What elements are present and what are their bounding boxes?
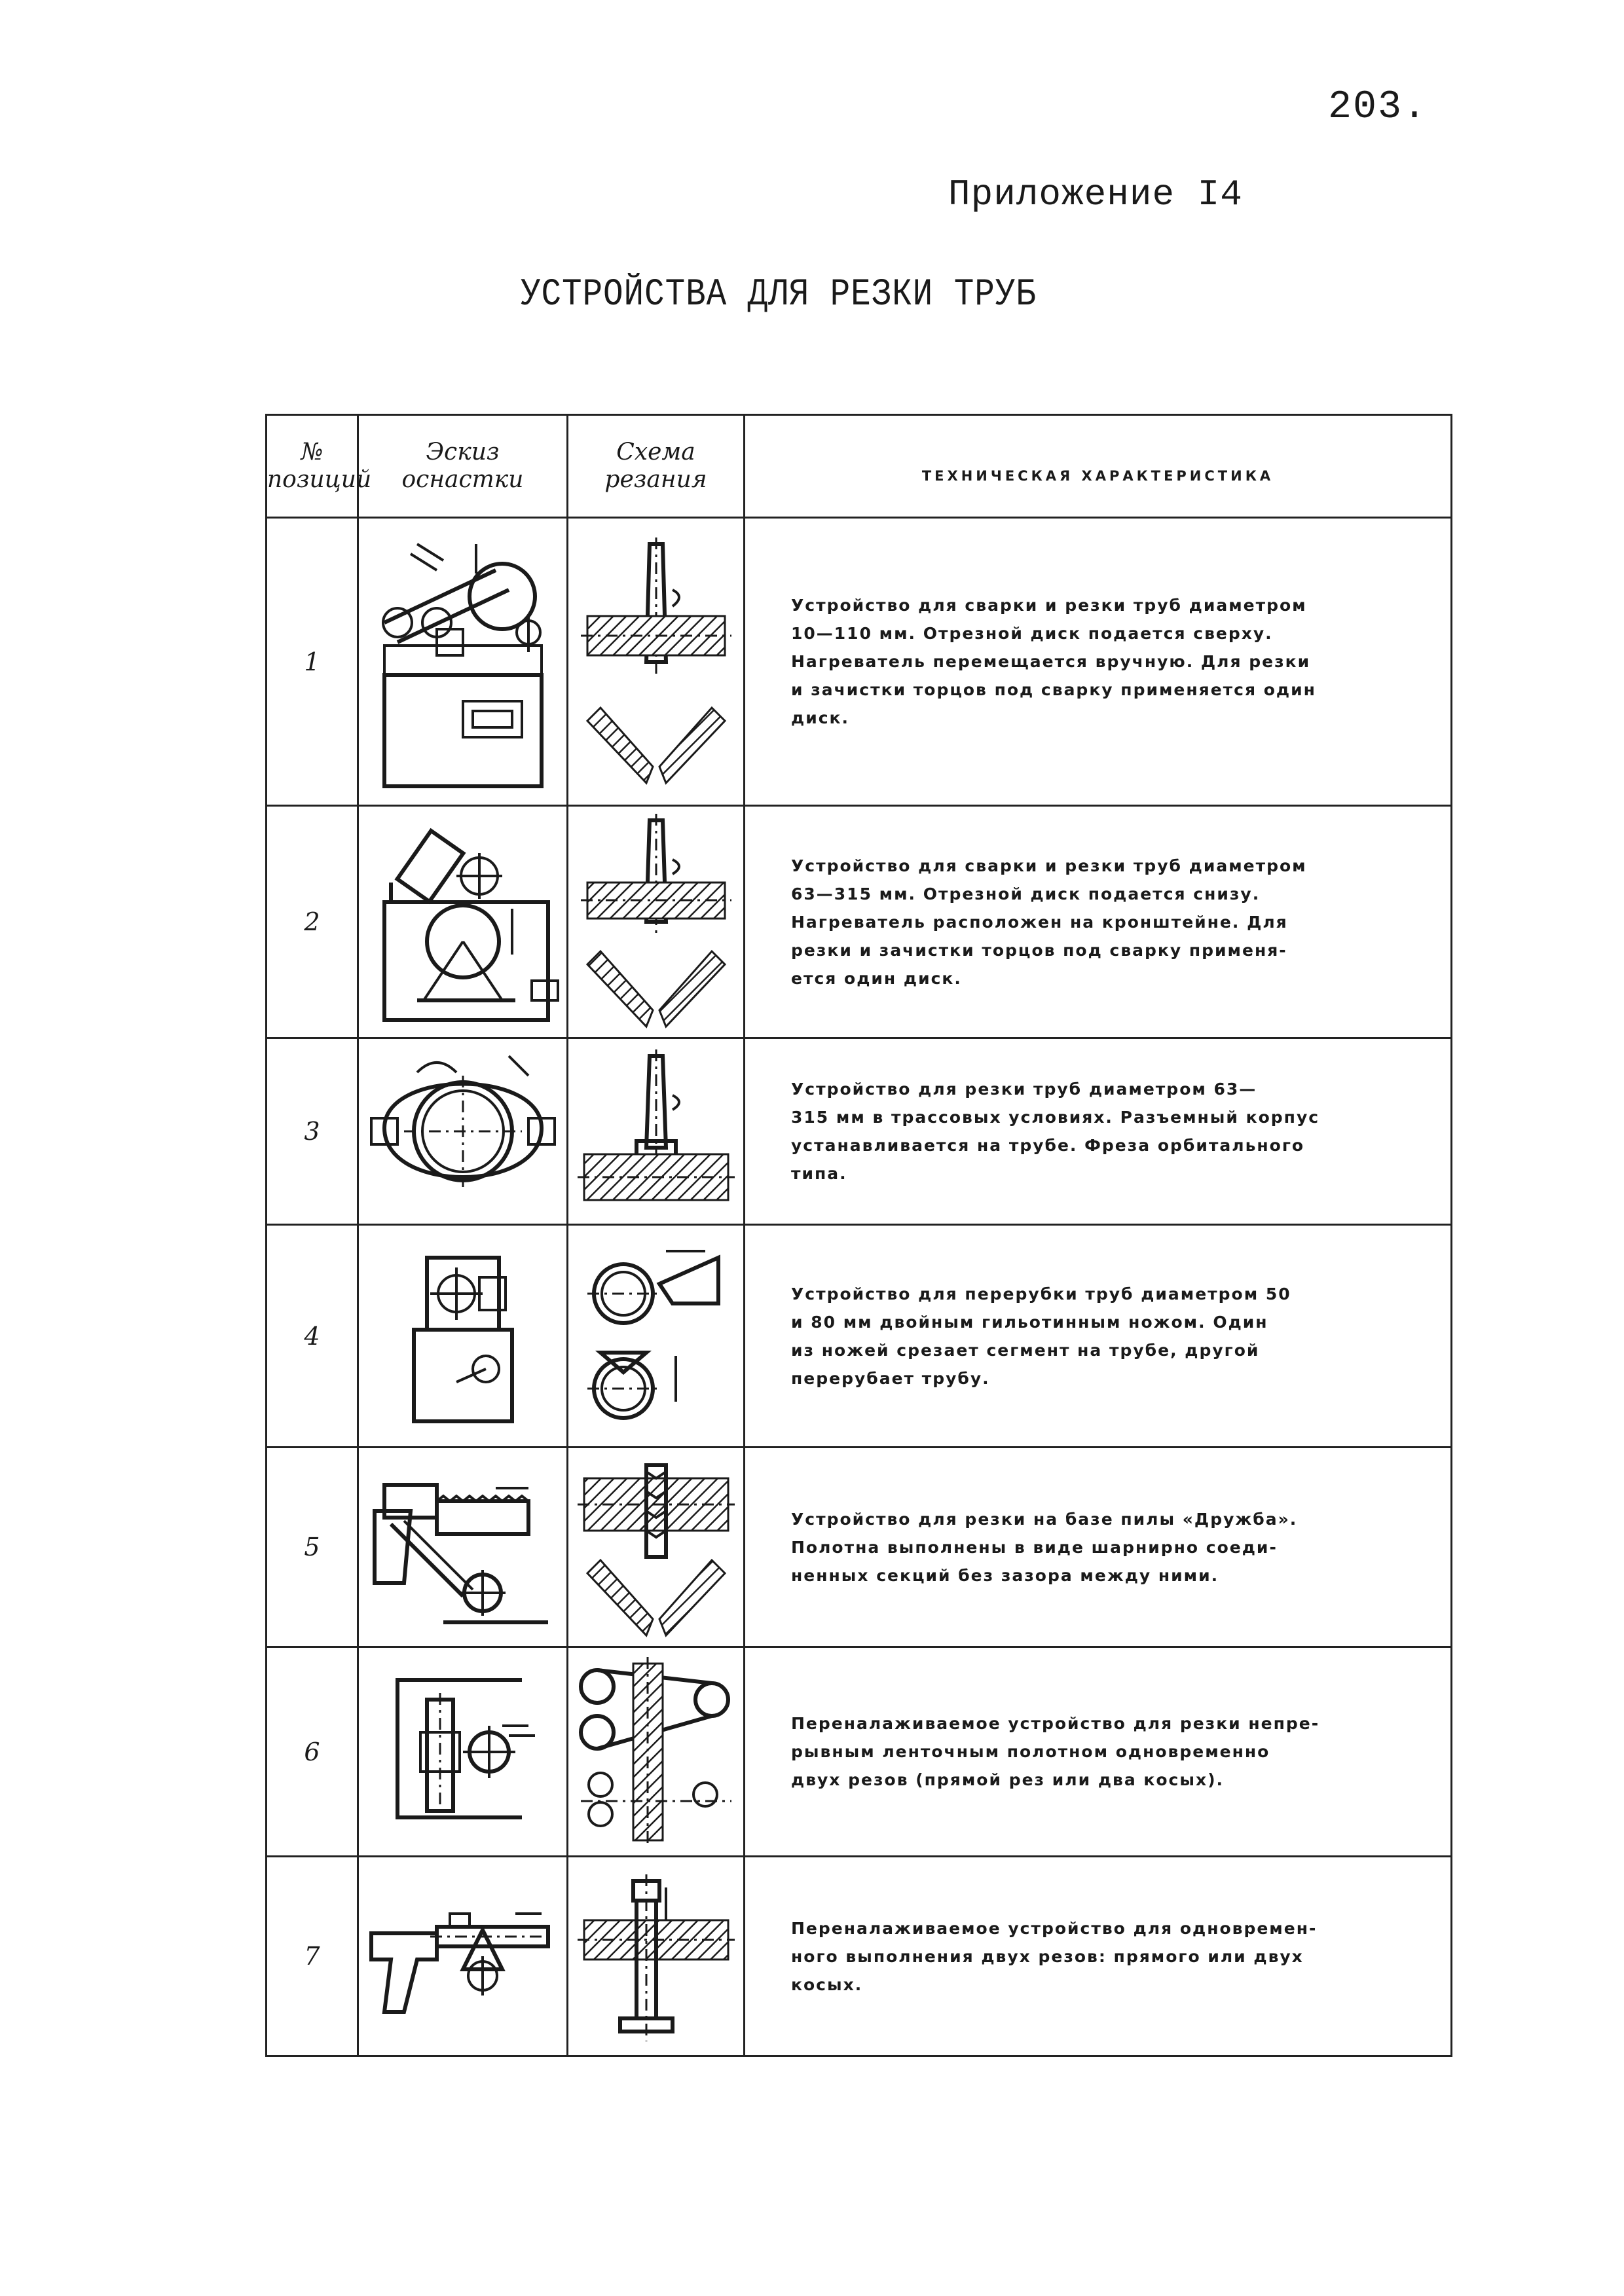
description-text: Устройство для сварки и резки труб диаметром 10—110 мм. Отрезной диск подается сверху. Нагреватель перемещается вручную. Для резки и зачистки торцов под сварку применяется один диск. xyxy=(791,596,1316,727)
description-cell xyxy=(745,1857,1452,2056)
document-title: УСТРОЙСТВА ДЛЯ РЕЗКИ ТРУБ xyxy=(521,274,1037,316)
pipe-cutting-devices-table xyxy=(265,414,1452,2057)
sketch-cell xyxy=(358,1225,568,1448)
chain-saw-scheme-icon xyxy=(574,1452,738,1642)
scheme-cell xyxy=(568,806,745,1038)
description-text: Устройство для резки на базе пилы «Дружба». Полотна выполнены в виде шарнирно соеди- ненных секций без зазора между ними. xyxy=(791,1509,1298,1585)
sketch-cell xyxy=(358,1448,568,1647)
drill-driven-cutter-icon xyxy=(365,1861,561,2051)
scheme-cell xyxy=(568,1647,745,1857)
header-position: № позиций xyxy=(267,415,358,518)
weld-cut-machine-bottom-disc-icon xyxy=(365,811,561,1033)
position-number: 4 xyxy=(267,1225,358,1448)
disc-cut-scheme-icon xyxy=(574,524,738,799)
position-number: 6 xyxy=(267,1647,358,1857)
table-row xyxy=(267,1225,1452,1448)
description-cell xyxy=(745,1647,1452,1857)
band-saw-scheme-icon xyxy=(574,1654,738,1850)
disc-cut-scheme-icon xyxy=(574,811,738,1033)
sketch-cell xyxy=(358,1038,568,1225)
table-row xyxy=(267,1448,1452,1647)
header-scheme: Схема резания xyxy=(568,415,745,518)
description-text: Устройство для перерубки труб диаметром 50 и 80 мм двойным гильотинным ножом. Один из ножей срезает сегмент на трубе, другой перерубает трубу. xyxy=(791,1284,1291,1388)
guillotine-scheme-icon xyxy=(574,1231,738,1441)
description-text: Устройство для сварки и резки труб диаметром 63—315 мм. Отрезной диск подается снизу. Нагреватель расположен на кронштейне. Для резки и зачистки торцов под сварку применя- ется один диск. xyxy=(791,856,1307,988)
description-cell xyxy=(745,1038,1452,1225)
header-technical-spec: ТЕХНИЧЕСКАЯ ХАРАКТЕРИСТИКА xyxy=(745,415,1452,518)
orbital-cutter-split-body-icon xyxy=(365,1043,561,1220)
description-cell xyxy=(745,1225,1452,1448)
table-row xyxy=(267,806,1452,1038)
position-number: 5 xyxy=(267,1448,358,1647)
description-cell xyxy=(745,1448,1452,1647)
position-number: 1 xyxy=(267,518,358,806)
description-cell xyxy=(745,518,1452,806)
table-row xyxy=(267,1647,1452,1857)
page-number: 203. xyxy=(1327,85,1428,130)
header-sketch: Эскиз оснастки xyxy=(358,415,568,518)
description-cell xyxy=(745,806,1452,1038)
weld-cut-machine-top-disc-icon xyxy=(365,524,561,799)
scheme-cell xyxy=(568,1038,745,1225)
table-row xyxy=(267,1038,1452,1225)
orbital-mill-scheme-icon xyxy=(574,1043,738,1220)
position-number: 7 xyxy=(267,1857,358,2056)
guillotine-cutter-icon xyxy=(365,1231,561,1441)
description-text: Переналаживаемое устройство для резки непре- рывным ленточным полотном одновременно двух резов (прямой рез или два косых). xyxy=(791,1714,1320,1789)
scheme-cell xyxy=(568,1448,745,1647)
sketch-cell xyxy=(358,1857,568,2056)
sketch-cell xyxy=(358,518,568,806)
table-row xyxy=(267,1857,1452,2056)
table-header-row xyxy=(267,415,1452,518)
position-number: 2 xyxy=(267,806,358,1038)
description-text: Переналаживаемое устройство для одновремен- ного выполнения двух резов: прямого или двух косых. xyxy=(791,1918,1318,1994)
appendix-label: Приложение I4 xyxy=(948,173,1243,215)
sketch-cell xyxy=(358,806,568,1038)
scheme-cell xyxy=(568,1225,745,1448)
sketch-cell xyxy=(358,1647,568,1857)
scheme-cell xyxy=(568,1857,745,2056)
position-number: 3 xyxy=(267,1038,358,1225)
chainsaw-cutter-icon xyxy=(365,1452,561,1642)
table-row xyxy=(267,518,1452,806)
description-text: Устройство для резки труб диаметром 63— 315 мм в трассовых условиях. Разъемный корпус устанавливается на трубе. Фреза орбитального типа. xyxy=(791,1080,1320,1183)
scheme-cell xyxy=(568,518,745,806)
band-saw-cutter-icon xyxy=(365,1654,561,1850)
double-cut-scheme-icon xyxy=(574,1861,738,2051)
